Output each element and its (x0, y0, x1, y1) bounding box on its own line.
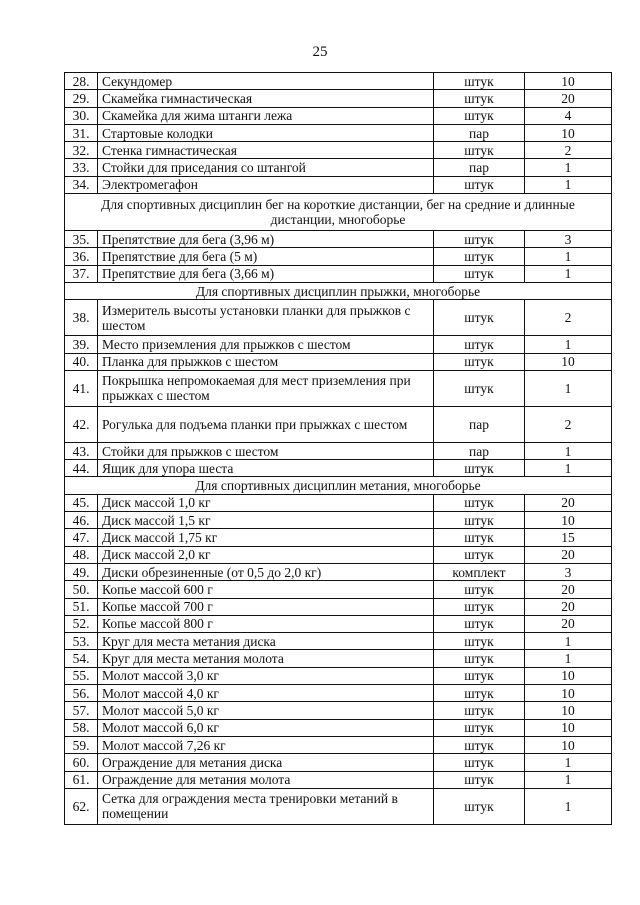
row-number: 58. (65, 719, 98, 736)
quantity: 10 (525, 685, 612, 702)
item-name: Диск массой 1,75 кг (98, 529, 434, 546)
row-number: 43. (65, 442, 98, 459)
item-name: Диск массой 2,0 кг (98, 546, 434, 563)
row-number: 39. (65, 336, 98, 353)
table-row (65, 685, 612, 702)
item-name: Секундомер (98, 73, 434, 90)
unit: штук (434, 667, 525, 684)
quantity: 20 (525, 615, 612, 632)
unit: штук (434, 176, 525, 193)
quantity: 20 (525, 581, 612, 598)
item-name: Препятствие для бега (3,66 м) (98, 265, 434, 282)
table-row (65, 442, 612, 459)
row-number: 60. (65, 754, 98, 771)
row-number: 54. (65, 650, 98, 667)
unit: штук (434, 581, 525, 598)
row-number: 42. (65, 406, 98, 442)
table-row (65, 702, 612, 719)
item-name: Круг для места метания диска (98, 633, 434, 650)
quantity: 20 (525, 598, 612, 615)
unit: штук (434, 353, 525, 370)
row-number: 61. (65, 771, 98, 788)
row-number: 56. (65, 685, 98, 702)
table-row (65, 581, 612, 598)
row-number: 32. (65, 142, 98, 159)
unit: пар (434, 159, 525, 176)
item-name: Стойки для приседания со штангой (98, 159, 434, 176)
item-name: Препятствие для бега (5 м) (98, 248, 434, 265)
row-number: 41. (65, 370, 98, 406)
item-name: Ящик для упора шеста (98, 460, 434, 477)
row-number: 45. (65, 494, 98, 511)
row-number: 37. (65, 265, 98, 282)
table-row (65, 719, 612, 736)
item-name: Молот массой 5,0 кг (98, 702, 434, 719)
quantity: 1 (525, 650, 612, 667)
quantity: 1 (525, 788, 612, 824)
unit: штук (434, 460, 525, 477)
quantity: 1 (525, 159, 612, 176)
item-name: Круг для места метания молота (98, 650, 434, 667)
quantity: 10 (525, 719, 612, 736)
quantity: 1 (525, 336, 612, 353)
item-name: Сетка для ограждения места тренировки метаний в помещении (98, 788, 434, 824)
unit: штук (434, 702, 525, 719)
unit: комплект (434, 563, 525, 580)
row-number: 44. (65, 460, 98, 477)
row-number: 50. (65, 581, 98, 598)
row-number: 38. (65, 300, 98, 336)
item-name: Молот массой 6,0 кг (98, 719, 434, 736)
unit: штук (434, 512, 525, 529)
table-row (65, 231, 612, 248)
row-number: 46. (65, 512, 98, 529)
row-number: 59. (65, 736, 98, 753)
row-number: 33. (65, 159, 98, 176)
quantity: 1 (525, 176, 612, 193)
table-row (65, 265, 612, 282)
item-name: Покрышка непромокаемая для мест приземления при прыжках с шестом (98, 370, 434, 406)
quantity: 1 (525, 771, 612, 788)
quantity: 10 (525, 736, 612, 753)
item-name: Стойки для прыжков с шестом (98, 442, 434, 459)
quantity: 3 (525, 563, 612, 580)
row-number: 30. (65, 107, 98, 124)
quantity: 1 (525, 633, 612, 650)
table-row (65, 615, 612, 632)
item-name: Электромегафон (98, 176, 434, 193)
table-row (65, 353, 612, 370)
table-row (65, 159, 612, 176)
section-header: Для спортивных дисциплин прыжки, многоборье (65, 282, 612, 299)
item-name: Измеритель высоты установки планки для прыжков с шестом (98, 300, 434, 336)
section-header-row (65, 194, 612, 231)
equipment-table (64, 72, 612, 825)
table-row (65, 370, 612, 406)
item-name: Молот массой 3,0 кг (98, 667, 434, 684)
row-number: 52. (65, 615, 98, 632)
quantity: 10 (525, 667, 612, 684)
table-row (65, 788, 612, 824)
quantity: 20 (525, 90, 612, 107)
row-number: 48. (65, 546, 98, 563)
item-name: Диски обрезиненные (от 0,5 до 2,0 кг) (98, 563, 434, 580)
quantity: 1 (525, 248, 612, 265)
quantity: 10 (525, 124, 612, 141)
table-row (65, 736, 612, 753)
quantity: 10 (525, 702, 612, 719)
row-number: 49. (65, 563, 98, 580)
item-name: Стенка гимнастическая (98, 142, 434, 159)
unit: штук (434, 736, 525, 753)
row-number: 55. (65, 667, 98, 684)
unit: штук (434, 546, 525, 563)
section-header-row (65, 282, 612, 299)
table-row (65, 529, 612, 546)
quantity: 2 (525, 300, 612, 336)
section-header: Для спортивных дисциплин метания, многоборье (65, 477, 612, 494)
table-row (65, 563, 612, 580)
unit: штук (434, 615, 525, 632)
table-row (65, 494, 612, 511)
item-name: Рогулька для подъема планки при прыжках с шестом (98, 406, 434, 442)
quantity: 1 (525, 370, 612, 406)
unit: штук (434, 300, 525, 336)
item-name: Диск массой 1,5 кг (98, 512, 434, 529)
row-number: 57. (65, 702, 98, 719)
item-name: Диск массой 1,0 кг (98, 494, 434, 511)
section-header-row (65, 477, 612, 494)
equipment-table-body (65, 73, 612, 825)
quantity: 2 (525, 406, 612, 442)
page-number: 25 (312, 44, 328, 60)
unit: штук (434, 598, 525, 615)
row-number: 31. (65, 124, 98, 141)
table-row (65, 300, 612, 336)
section-header: Для спортивных дисциплин бег на короткие дистанции, бег на средние и длинные дистанции, многоборье (65, 194, 612, 231)
table-row (65, 512, 612, 529)
item-name: Планка для прыжков с шестом (98, 353, 434, 370)
table-row (65, 650, 612, 667)
item-name: Место приземления для прыжков с шестом (98, 336, 434, 353)
quantity: 10 (525, 73, 612, 90)
item-name: Скамейка для жима штанги лежа (98, 107, 434, 124)
row-number: 51. (65, 598, 98, 615)
table-row (65, 176, 612, 193)
unit: штук (434, 248, 525, 265)
quantity: 15 (525, 529, 612, 546)
item-name: Препятствие для бега (3,96 м) (98, 231, 434, 248)
quantity: 10 (525, 512, 612, 529)
item-name: Молот массой 4,0 кг (98, 685, 434, 702)
item-name: Копье массой 700 г (98, 598, 434, 615)
unit: штук (434, 754, 525, 771)
table-row (65, 73, 612, 90)
unit: штук (434, 265, 525, 282)
unit: штук (434, 494, 525, 511)
item-name: Скамейка гимнастическая (98, 90, 434, 107)
unit: штук (434, 90, 525, 107)
unit: штук (434, 336, 525, 353)
table-row (65, 667, 612, 684)
unit: штук (434, 719, 525, 736)
item-name: Ограждение для метания диска (98, 754, 434, 771)
unit: штук (434, 370, 525, 406)
item-name: Копье массой 800 г (98, 615, 434, 632)
table-row (65, 598, 612, 615)
unit: пар (434, 124, 525, 141)
table-row (65, 406, 612, 442)
unit: штук (434, 788, 525, 824)
quantity: 2 (525, 142, 612, 159)
quantity: 4 (525, 107, 612, 124)
row-number: 62. (65, 788, 98, 824)
quantity: 1 (525, 265, 612, 282)
unit: штук (434, 142, 525, 159)
unit: штук (434, 685, 525, 702)
table-row (65, 460, 612, 477)
table-row (65, 633, 612, 650)
row-number: 28. (65, 73, 98, 90)
item-name: Стартовые колодки (98, 124, 434, 141)
quantity: 20 (525, 494, 612, 511)
table-row (65, 754, 612, 771)
unit: штук (434, 73, 525, 90)
unit: штук (434, 771, 525, 788)
unit: пар (434, 442, 525, 459)
row-number: 36. (65, 248, 98, 265)
table-row (65, 771, 612, 788)
item-name: Молот массой 7,26 кг (98, 736, 434, 753)
unit: штук (434, 529, 525, 546)
row-number: 35. (65, 231, 98, 248)
row-number: 53. (65, 633, 98, 650)
item-name: Ограждение для метания молота (98, 771, 434, 788)
quantity: 1 (525, 460, 612, 477)
quantity: 20 (525, 546, 612, 563)
table-row (65, 142, 612, 159)
quantity: 1 (525, 442, 612, 459)
item-name: Копье массой 600 г (98, 581, 434, 598)
table-row (65, 546, 612, 563)
unit: штук (434, 650, 525, 667)
table-row (65, 248, 612, 265)
unit: штук (434, 231, 525, 248)
table-row (65, 124, 612, 141)
table-row (65, 107, 612, 124)
table-row (65, 336, 612, 353)
row-number: 40. (65, 353, 98, 370)
unit: пар (434, 406, 525, 442)
quantity: 1 (525, 754, 612, 771)
unit: штук (434, 633, 525, 650)
table-row (65, 90, 612, 107)
row-number: 29. (65, 90, 98, 107)
row-number: 34. (65, 176, 98, 193)
row-number: 47. (65, 529, 98, 546)
quantity: 3 (525, 231, 612, 248)
quantity: 10 (525, 353, 612, 370)
unit: штук (434, 107, 525, 124)
